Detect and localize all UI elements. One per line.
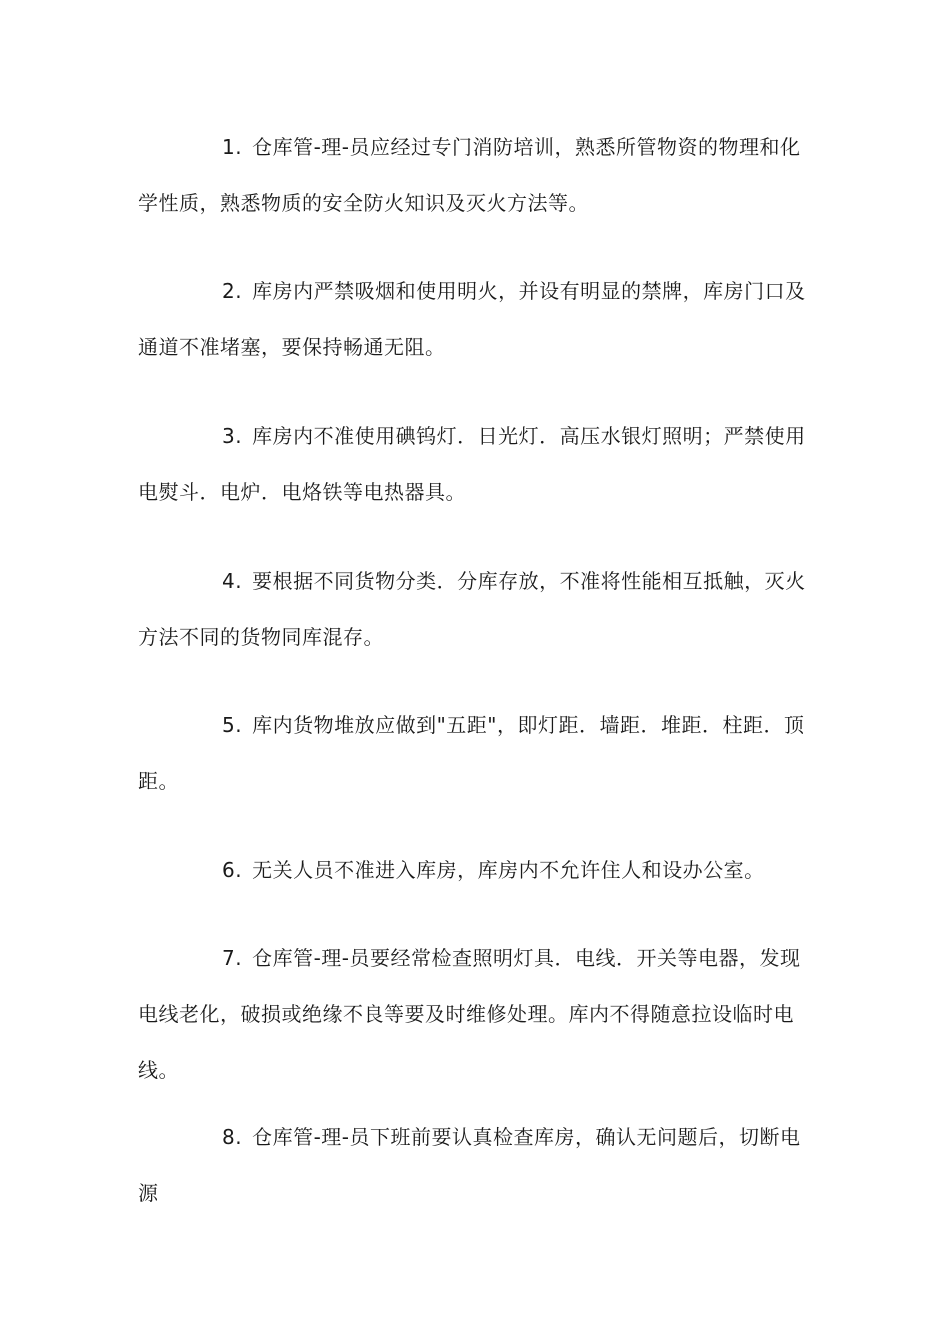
paragraph-text: 库内货物堆放应做到"五距"，即灯距．墙距．堆距．柱距．顶距。 <box>138 713 805 793</box>
paragraph-text: 仓库管-理-员下班前要认真检查库房，确认无问题后，切断电源 <box>138 1125 801 1205</box>
paragraph-text: 无关人员不准进入库房，库房内不允许住人和设办公室。 <box>252 858 765 882</box>
paragraph-4 <box>138 553 812 665</box>
paragraph-number: 3. <box>222 424 243 448</box>
paragraph-number: 8. <box>222 1125 243 1149</box>
paragraph-text: 仓库管-理-员应经过专门消防培训，熟悉所管物资的物理和化学性质，熟悉物质的安全防火知识及灭火方法等。 <box>138 135 801 215</box>
paragraph-8 <box>138 1109 812 1221</box>
paragraph-number: 2. <box>222 279 243 303</box>
paragraph-text: 仓库管-理-员要经常检查照明灯具．电线．开关等电器，发现电线老化，破损或绝缘不良等要及时维修处理。库内不得随意拉设临时电线。 <box>138 946 801 1082</box>
paragraph-text: 要根据不同货物分类．分库存放，不准将性能相互抵触，灭火方法不同的货物同库混存。 <box>138 569 806 649</box>
paragraph-number: 5. <box>222 713 243 737</box>
paragraph-3 <box>138 408 812 520</box>
paragraph-1 <box>138 119 812 231</box>
paragraph-7 <box>138 930 812 1098</box>
paragraph-number: 1. <box>222 135 243 159</box>
paragraph-2 <box>138 263 812 375</box>
paragraph-number: 7. <box>222 946 243 970</box>
paragraph-number: 6. <box>222 858 243 882</box>
paragraph-6 <box>138 842 812 898</box>
paragraph-text: 库房内不准使用碘钨灯．日光灯．高压水银灯照明；严禁使用电熨斗．电炉．电烙铁等电热器具。 <box>138 424 806 504</box>
paragraph-number: 4. <box>222 569 243 593</box>
paragraph-5 <box>138 697 812 809</box>
paragraph-text: 库房内严禁吸烟和使用明火，并设有明显的禁牌，库房门口及通道不准堵塞，要保持畅通无阻。 <box>138 279 806 359</box>
